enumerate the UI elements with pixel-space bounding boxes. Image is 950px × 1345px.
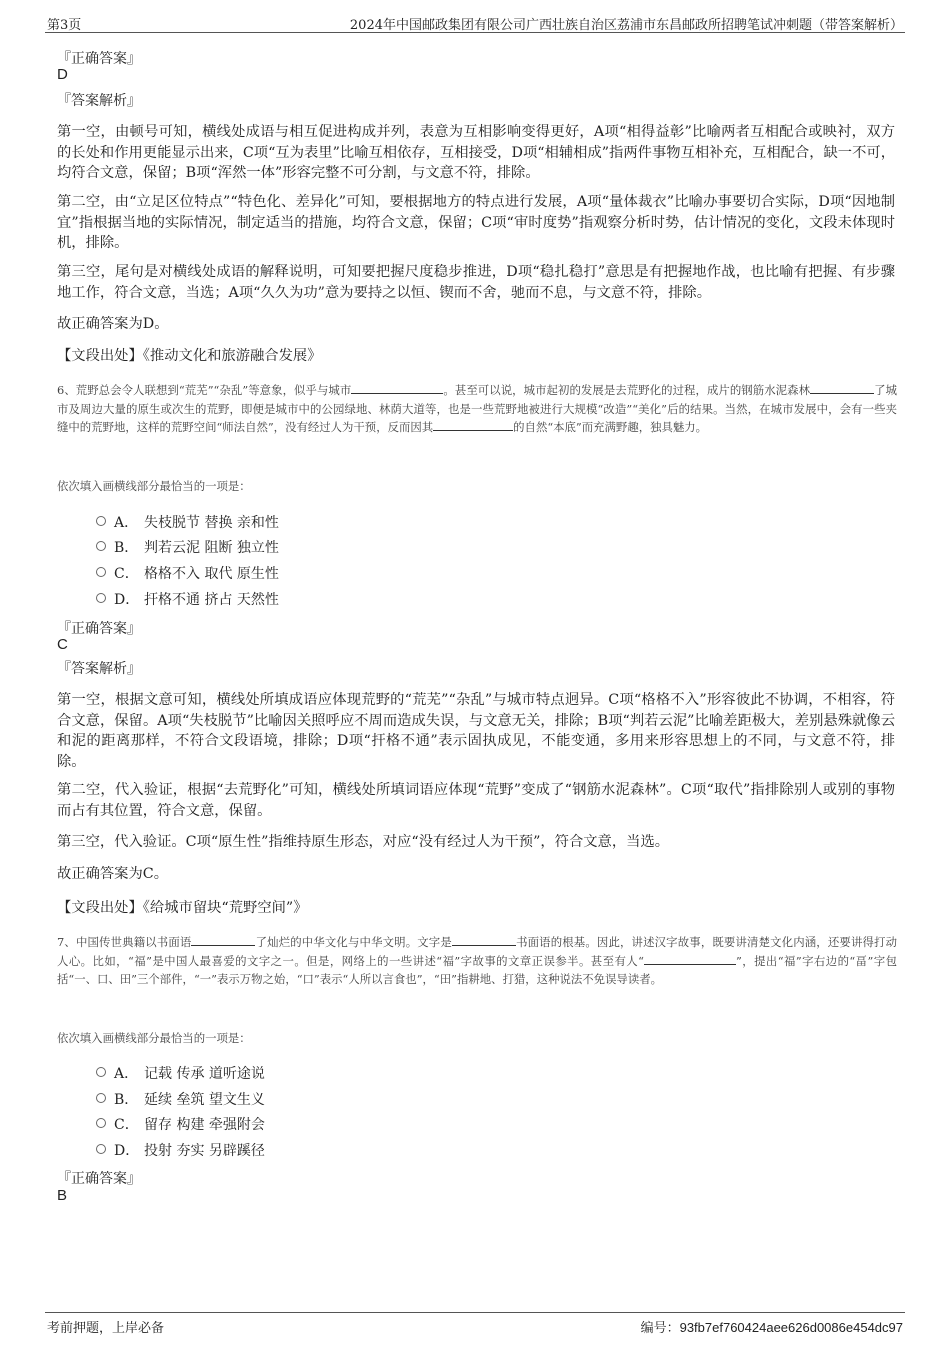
radio-icon[interactable] bbox=[96, 1144, 106, 1154]
analysis-paragraph: 第二空，由“立足区位特点”“特色化、差异化”可知，要根据地方的特点进行发展，A项“量体裁衣”比喻办事要切合实际，D项“因地制宜”指根据当地的实际情况，制定适当的措施，均符合文意，保留；C项“审时度势”指观察分析时势，估计情况的变化，文段未体现时机，排除。 bbox=[57, 194, 895, 251]
analysis-conclusion: 故正确答案为C。 bbox=[57, 866, 169, 882]
analysis-paragraph: 第一空，根据文意可知，横线处所填成语应体现荒野的“荒芜”“杂乱”与城市特点迥异。C项“格格不入”形容彼此不协调，不相容，符合文意，保留。A项“失枝脱节”比喻因关照呼应不周而造成失误，与文意无关，排除；B项“判若云泥”比喻差距极大，差别悬殊就像云和泥的距离那样，不符合文段语境，排除；D项“扞格不通”表示固执成见，不能变通，多用来形容思想上的不同，与文意不符，排除。 bbox=[57, 692, 895, 770]
question-stem: 6、荒野总会令人联想到“荒芜”“杂乱”等意象，似乎与城市 。甚至可以说，城市起初的发展是去荒野化的过程，成片的钢筋水泥森林 了城市及周边大量的原生或次生的荒野，即便是城市中的公园绿地、林荫大道等，也是一些荒野地被进行大规模“改造”“美化”后的结果。当然，在城市发展中，会有一些夹缝中的荒野地，这样的荒野空间“师法自然”，没有经过人为干预，反而因其 的自然“本底”而充满野趣，独具魅力。 bbox=[57, 383, 897, 435]
footer-slogan: 考前押题，上岸必备 bbox=[47, 1321, 165, 1336]
analysis-paragraph: 第二空，代入验证，根据“去荒野化”可知，横线处所填词语应体现“荒野”变成了“钢筋水泥森林”。C项“取代”指排除别人或别的事物而占有其位置，符合文意，保留。 bbox=[57, 782, 895, 819]
fill-blank bbox=[452, 934, 516, 946]
radio-icon[interactable] bbox=[96, 1118, 106, 1128]
page-number: 第3页 bbox=[47, 18, 82, 33]
radio-icon[interactable] bbox=[96, 516, 106, 526]
option-c[interactable]: C． 留存 构建 牵强附会 bbox=[96, 1114, 265, 1134]
radio-icon[interactable] bbox=[96, 567, 106, 577]
option-d[interactable]: D． 投射 夯实 另辟蹊径 bbox=[96, 1140, 265, 1160]
question-stem: 7、中国传世典籍以书面语 了灿烂的中华文化与中华文明。文字是 书面语的根基。因此，讲述汉字故事，既要讲清楚文化内涵，还要讲得打动人心。比如，“福”是中国人最喜爱的文字之一。但是，网络上的一些讲述“福”字故事的文章正误参半。甚至有人“ ”，提出“福”字右边的“畐”字包括“一、口、田”三个部件，“一”表示万物之始，“口”表示“人所以言食也”，“田”指耕地、打猎，这种说法不免误导读者。 bbox=[57, 935, 897, 987]
page-footer bbox=[45, 1312, 905, 1337]
fill-blank bbox=[191, 934, 255, 946]
fill-blank bbox=[351, 382, 443, 394]
fill-blank bbox=[644, 953, 736, 965]
option-c[interactable]: C． 格格不入 取代 原生性 bbox=[96, 563, 279, 583]
analysis-label: 『答案解析』 bbox=[57, 661, 141, 677]
fill-blank bbox=[810, 382, 874, 394]
source-citation: 【文段出处】《给城市留块“荒野空间”》 bbox=[57, 900, 308, 916]
correct-answer: D bbox=[57, 66, 68, 83]
option-b[interactable]: B． 判若云泥 阻断 独立性 bbox=[96, 537, 279, 557]
question-instruction: 依次填入画横线部分最恰当的一项是： bbox=[57, 1031, 251, 1045]
document-serial: 编号：93fb7ef760424aee626d0086e454dc97 bbox=[640, 1320, 903, 1335]
answer-label: 『正确答案』 bbox=[57, 1171, 141, 1187]
option-d[interactable]: D． 扞格不通 挤占 天然性 bbox=[96, 589, 279, 609]
option-a[interactable]: A． 记载 传承 道听途说 bbox=[96, 1063, 265, 1083]
radio-icon[interactable] bbox=[96, 1093, 106, 1103]
answer-label: 『正确答案』 bbox=[57, 621, 141, 637]
radio-icon[interactable] bbox=[96, 593, 106, 603]
radio-icon[interactable] bbox=[96, 541, 106, 551]
page-header bbox=[45, 12, 905, 33]
radio-icon[interactable] bbox=[96, 1067, 106, 1077]
analysis-paragraph: 第三空，代入验证。C项“原生性”指维持原生形态，对应“没有经过人为干预”，符合文意，当选。 bbox=[57, 834, 670, 850]
fill-blank bbox=[433, 419, 513, 431]
answer-label: 『正确答案』 bbox=[57, 51, 141, 67]
source-citation: 【文段出处】《推动文化和旅游融合发展》 bbox=[57, 348, 322, 364]
question-instruction: 依次填入画横线部分最恰当的一项是： bbox=[57, 479, 251, 493]
analysis-conclusion: 故正确答案为D。 bbox=[57, 316, 169, 332]
analysis-paragraph: 第一空，由顿号可知，横线处成语与相互促进构成并列，表意为互相影响变得更好，A项“相得益彰”比喻两者互相配合或映衬，双方的长处和作用更能显示出来，C项“互为表里”比喻互相依存，互相接受，D项“相辅相成”指两件事物互相补充，互相配合，缺一不可，均符合文意，保留；B项“浑然一体”形容完整不可分割，与文意不符，排除。 bbox=[57, 124, 895, 181]
analysis-paragraph: 第三空，尾句是对横线处成语的解释说明，可知要把握尺度稳步推进，D项“稳扎稳打”意思是有把握地作战，也比喻有把握、有步骤地工作，符合文意，当选；A项“久久为功”意为要持之以恒、锲而不舍，驰而不息，与文意不符，排除。 bbox=[57, 264, 895, 301]
document-title: 2024年中国邮政集团有限公司广西壮族自治区荔浦市东昌邮政所招聘笔试冲刺题（带答案解析） bbox=[349, 18, 903, 33]
analysis-label: 『答案解析』 bbox=[57, 93, 141, 109]
option-a[interactable]: A． 失枝脱节 替换 亲和性 bbox=[96, 512, 279, 532]
correct-answer: B bbox=[57, 1187, 68, 1204]
correct-answer: C bbox=[57, 636, 68, 653]
option-b[interactable]: B． 延续 垒筑 望文生义 bbox=[96, 1089, 265, 1109]
